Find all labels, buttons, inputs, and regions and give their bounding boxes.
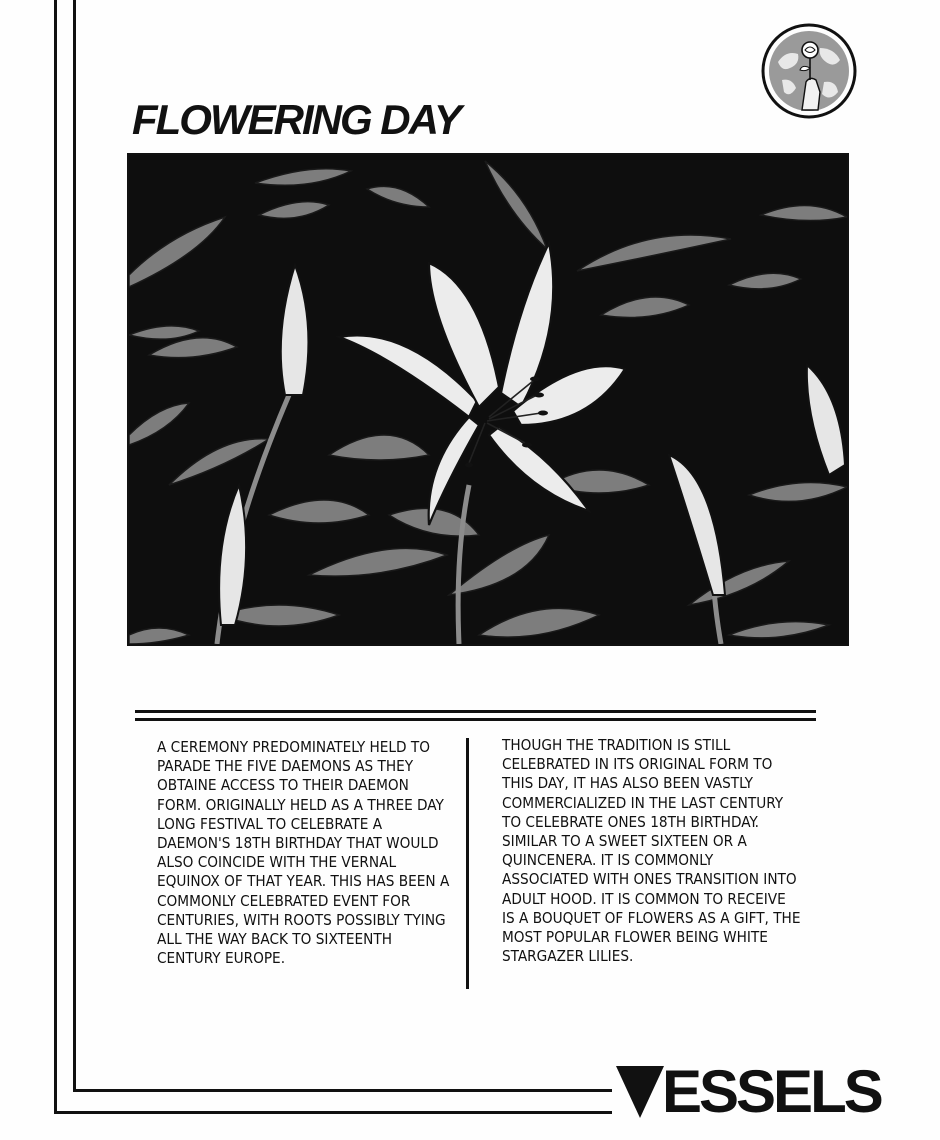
divider-rule-top — [135, 710, 816, 713]
brand-logo — [612, 1058, 885, 1125]
brand-wordmark: ESSELS — [662, 1058, 881, 1125]
white-lily-illustration — [127, 153, 849, 646]
body-right-column: THOUGH THE TRADITION IS STILL CELEBRATED IN ITS ORIGINAL FORM TO THIS DAY, IT HAS ALSO BEEN VASTLY COMMERCIALIZED IN THE LAST CENTURY TO CELEBRATE ONES 18TH BIRTHDAY. SIMILAR TO A SWEET SIXTEEN OR A QUINCENERA. IT IS COMMONLY ASSOCIATED WITH ONES TRANSITION INTO ADULT HOOD. IT IS COMMON TO RECEIVE IS A BOUQUET OF FLOWERS AS A GIFT, THE MOST POPULAR FLOWER BEING WHITE STARGAZER LILIES. — [502, 736, 801, 966]
frame-outer-bottom — [54, 1111, 634, 1114]
globe-hand-rose-icon — [760, 22, 858, 120]
page-title: FLOWERING DAY — [132, 96, 460, 143]
body-left-column: A CEREMONY PREDOMINATELY HELD TO PARADE THE FIVE DAEMONS AS THEY OBTAINE ACCESS TO THEIR DAEMON FORM. ORIGINALLY HELD AS A THREE DAY LONG FESTIVAL TO CELEBRATE A DAEMON'S 18TH BIRTHDAY THAT WOULD ALSO COINCIDE WITH THE VERNAL EQUINOX OF THAT YEAR. THIS HAS BEEN A COMMONLY CELEBRATED EVENT FOR CENTURIES, WITH ROOTS POSSIBLY TYING ALL THE WAY BACK TO SIXTEENTH CENTURY EUROPE. — [157, 738, 450, 968]
divider-rule-bottom — [135, 718, 816, 721]
frame-outer-left — [54, 0, 57, 1114]
column-divider — [466, 738, 469, 989]
frame-inner-bottom — [73, 1089, 633, 1092]
brand-v-glyph — [616, 1066, 664, 1118]
frame-inner-left — [73, 0, 76, 1092]
